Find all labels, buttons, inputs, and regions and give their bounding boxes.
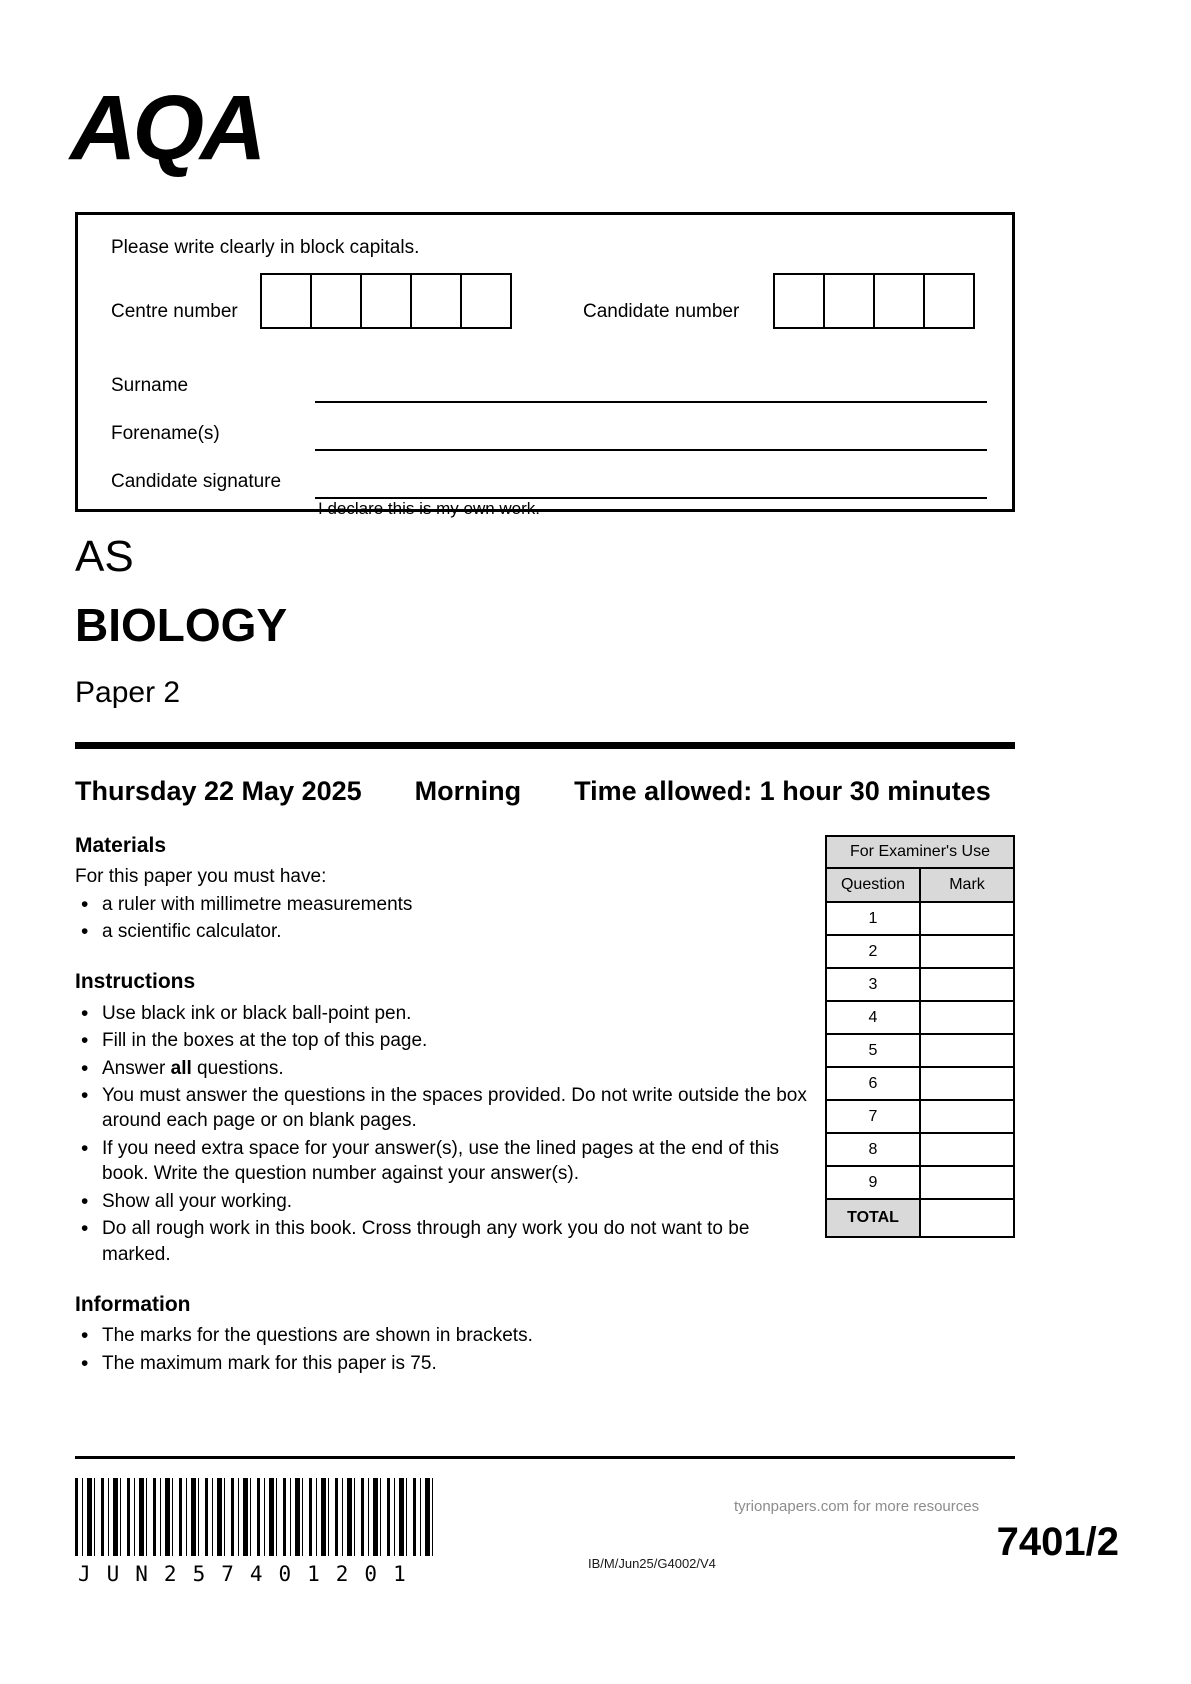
document-reference: IB/M/Jun25/G4002/V4 xyxy=(588,1556,716,1571)
candidate-number-box[interactable] xyxy=(823,273,875,329)
examiner-mark-header: Mark xyxy=(920,868,1014,902)
information-item: • The marks for the questions are shown in brackets. xyxy=(75,1323,820,1348)
session-line xyxy=(75,776,1015,807)
centre-number-box[interactable] xyxy=(310,273,362,329)
instructions-list xyxy=(75,1001,820,1268)
question-number-cell: 5 xyxy=(826,1034,920,1067)
centre-number-box[interactable] xyxy=(460,273,512,329)
question-number-cell: 6 xyxy=(826,1067,920,1100)
centre-number-box[interactable] xyxy=(260,273,312,329)
mark-cell[interactable] xyxy=(920,968,1014,1001)
instruction-item: • If you need extra space for your answer(s), use the lined pages at the end of this book. Write the question number against your answer(s). xyxy=(75,1136,820,1187)
mark-cell[interactable] xyxy=(920,1034,1014,1067)
mark-cell[interactable] xyxy=(920,1001,1014,1034)
forenames-field[interactable] xyxy=(315,423,987,451)
question-number-cell: 4 xyxy=(826,1001,920,1034)
centre-number-label: Centre number xyxy=(111,301,238,322)
examiner-question-header: Question xyxy=(826,868,920,902)
paper-number: Paper 2 xyxy=(75,676,181,709)
candidate-number-box[interactable] xyxy=(923,273,975,329)
candidate-details-box xyxy=(75,212,1015,518)
question-number-cell: 1 xyxy=(826,902,920,935)
materials-section xyxy=(75,832,820,944)
instruction-text: Answer xyxy=(102,1057,171,1079)
materials-heading: Materials xyxy=(75,834,167,857)
instruction-item: • Show all your working. xyxy=(75,1189,820,1214)
instruction-item xyxy=(75,1056,820,1081)
candidate-number-box[interactable] xyxy=(873,273,925,329)
surname-field[interactable] xyxy=(315,375,987,403)
mark-cell[interactable] xyxy=(920,1100,1014,1133)
instructions-section xyxy=(75,968,820,1267)
cover-text-column xyxy=(75,832,820,1378)
instruction-item: • You must answer the questions in the spaces provided. Do not write outside the box around each page or on blank pages. xyxy=(75,1083,820,1134)
exam-session: Morning xyxy=(414,776,522,806)
centre-number-box[interactable] xyxy=(410,273,462,329)
question-number-cell: 8 xyxy=(826,1133,920,1166)
instruction-item: • Do all rough work in this book. Cross through any work you do not want to be marked. xyxy=(75,1216,820,1267)
materials-leadin: For this paper you must have: xyxy=(75,866,327,888)
total-label: TOTAL xyxy=(826,1199,920,1237)
qualification-level: AS xyxy=(75,532,134,581)
question-number-cell: 2 xyxy=(826,935,920,968)
candidate-number-label: Candidate number xyxy=(583,301,740,322)
barcode-text: JUN257401201 xyxy=(78,1562,422,1586)
materials-item: • a ruler with millimetre measurements xyxy=(75,892,820,917)
signature-field[interactable] xyxy=(315,471,987,499)
barcode-image xyxy=(75,1478,433,1556)
signature-label: Candidate signature xyxy=(111,471,282,492)
information-item: • The maximum mark for this paper is 75. xyxy=(75,1351,820,1376)
information-list xyxy=(75,1323,820,1376)
mark-cell[interactable] xyxy=(920,1067,1014,1100)
examiner-use-table xyxy=(825,835,1015,1238)
time-allowed: Time allowed: 1 hour 30 minutes xyxy=(574,776,991,806)
instruction-text: questions. xyxy=(191,1057,284,1079)
question-number-cell: 9 xyxy=(826,1166,920,1199)
surname-label: Surname xyxy=(111,375,189,396)
question-number-cell: 3 xyxy=(826,968,920,1001)
materials-list xyxy=(75,892,820,945)
block-capitals-instruction: Please write clearly in block capitals. xyxy=(111,237,420,258)
centre-number-box[interactable] xyxy=(360,273,412,329)
forenames-label: Forename(s) xyxy=(111,423,220,444)
instruction-bold-word: all xyxy=(170,1057,192,1079)
mark-cell[interactable] xyxy=(920,1166,1014,1199)
mark-cell[interactable] xyxy=(920,1133,1014,1166)
materials-item: • a scientific calculator. xyxy=(75,919,820,944)
mark-cell[interactable] xyxy=(920,935,1014,968)
candidate-number-boxes xyxy=(773,273,975,329)
question-number-cell: 7 xyxy=(826,1100,920,1133)
aqa-logo: AQA xyxy=(70,77,263,179)
information-heading: Information xyxy=(75,1293,191,1317)
instructions-heading: Instructions xyxy=(75,970,196,994)
information-section xyxy=(75,1291,820,1376)
resources-watermark: tyrionpapers.com for more resources xyxy=(734,1498,980,1515)
exam-date: Thursday 22 May 2025 xyxy=(75,776,362,806)
subject-title: BIOLOGY xyxy=(75,599,288,651)
declaration-text: I declare this is my own work. xyxy=(318,499,541,518)
examiner-table-title: For Examiner's Use xyxy=(826,836,1014,868)
paper-code: 7401/2 xyxy=(996,1520,1119,1564)
mark-cell[interactable] xyxy=(920,902,1014,935)
candidate-number-box[interactable] xyxy=(773,273,825,329)
centre-number-boxes xyxy=(260,273,512,329)
total-mark-cell[interactable] xyxy=(920,1199,1014,1237)
thick-divider xyxy=(75,742,1015,749)
instruction-item: • Fill in the boxes at the top of this page. xyxy=(75,1028,820,1053)
instruction-item: • Use black ink or black ball-point pen. xyxy=(75,1001,820,1026)
footer-divider xyxy=(75,1456,1015,1459)
